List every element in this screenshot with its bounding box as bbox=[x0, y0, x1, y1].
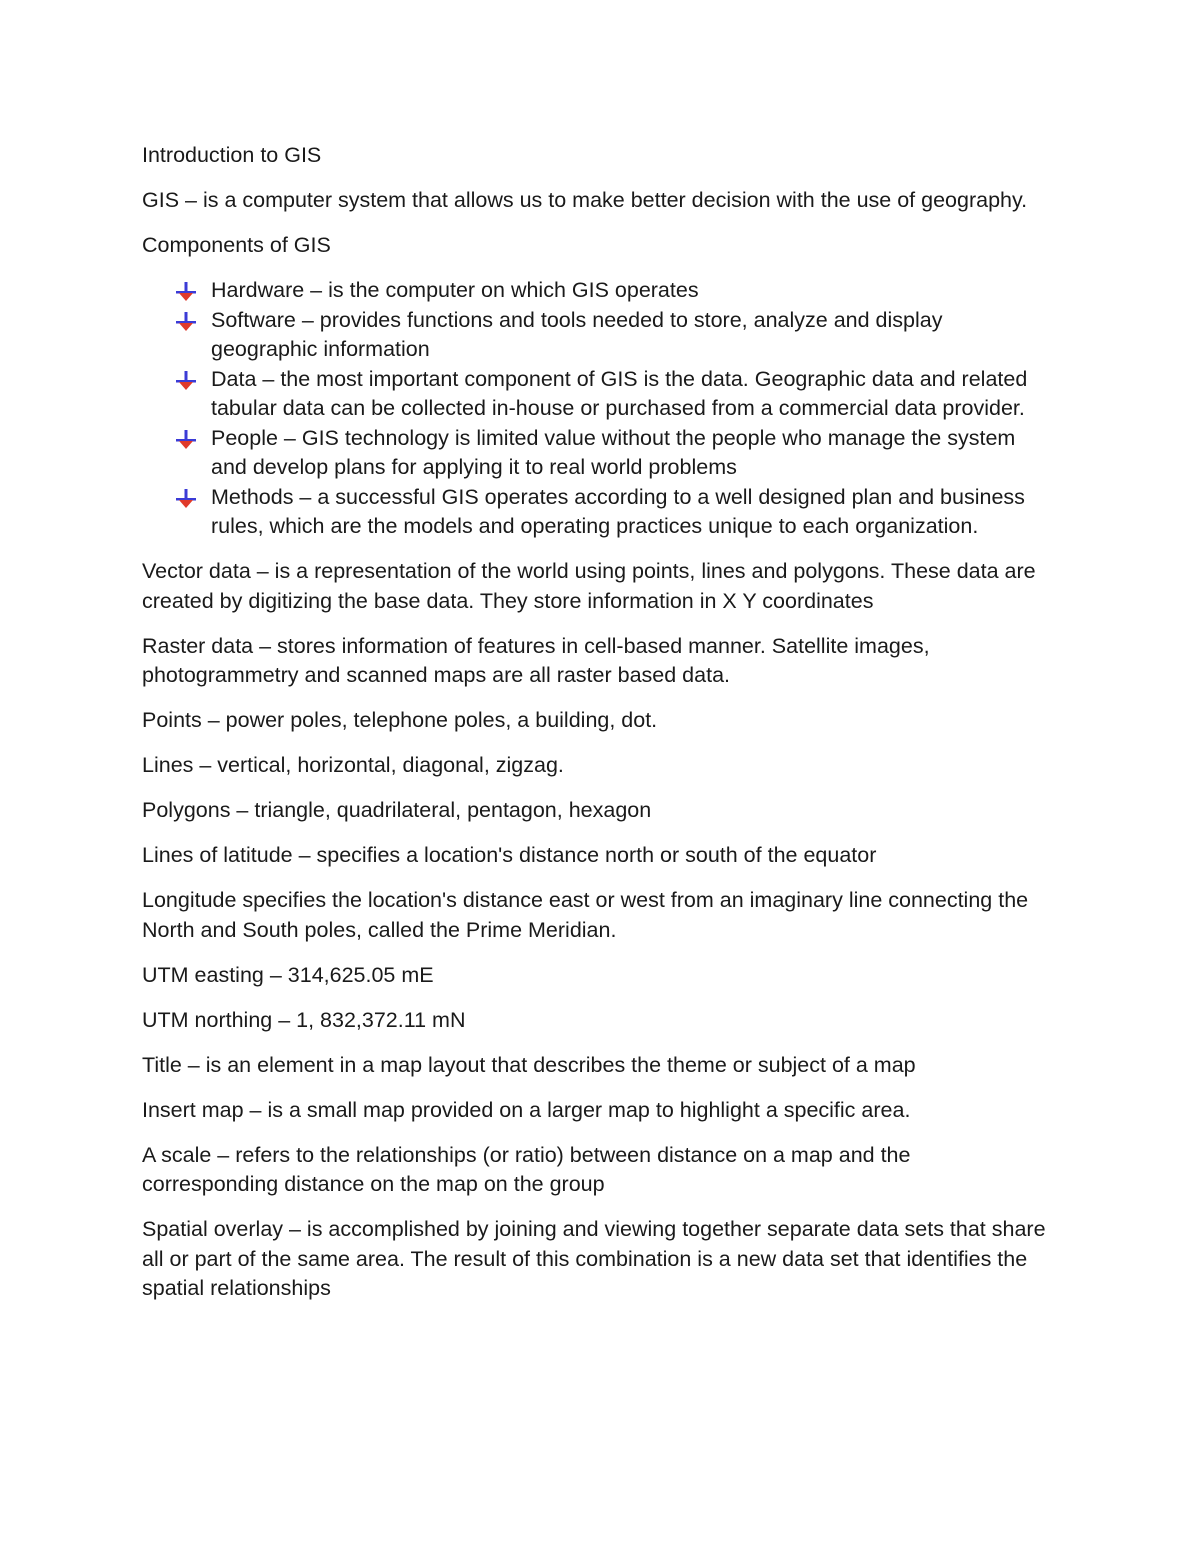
arrow-down-bullet-icon bbox=[175, 311, 197, 331]
points-paragraph: Points – power poles, telephone poles, a building, dot. bbox=[142, 708, 658, 732]
document-page bbox=[142, 141, 1047, 1319]
list-item-text: Methods – a successful GIS operates according to a well designed plan and business rules, which are the models and operating practices unique to each organization. bbox=[211, 484, 1025, 538]
arrow-down-bullet-icon bbox=[175, 488, 197, 508]
list-item bbox=[142, 276, 1047, 306]
title-paragraph: Title – is an element in a map layout that describes the theme or subject of a map bbox=[142, 1052, 916, 1077]
latitude-paragraph: Lines of latitude – specifies a location's distance north or south of the equator bbox=[142, 843, 877, 867]
arrow-down-bullet-icon bbox=[175, 370, 197, 390]
list-item-text: People – GIS technology is limited value without the people who manage the system and develop plans for applying it to real world problems bbox=[211, 425, 1016, 479]
components-list bbox=[142, 276, 1047, 542]
scale-paragraph: A scale – refers to the relationships (or ratio) between distance on a map and the corresponding distance on the map on the group bbox=[142, 1142, 911, 1196]
components-heading: Components of GIS bbox=[142, 233, 331, 257]
list-item-text: Hardware – is the computer on which GIS operates bbox=[211, 278, 699, 302]
longitude-paragraph: Longitude specifies the location's distance east or west from an imaginary line connecting the North and South poles, called the Prime Meridian. bbox=[142, 888, 1029, 942]
raster-data-paragraph: Raster data – stores information of features in cell-based manner. Satellite images, photogrammetry and scanned maps are all raster based data. bbox=[142, 633, 930, 687]
arrow-down-bullet-icon bbox=[175, 281, 197, 301]
list-item bbox=[142, 365, 1047, 424]
document-title: Introduction to GIS bbox=[142, 143, 322, 167]
utm-easting-paragraph: UTM easting – 314,625.05 mE bbox=[142, 962, 434, 987]
list-item-text: Data – the most important component of GIS is the data. Geographic data and related tabular data can be collected in-house or purchased from a commercial data provider. bbox=[211, 366, 1028, 420]
vector-data-paragraph: Vector data – is a representation of the world using points, lines and polygons. These data are created by digitizing the base data. They store information in X Y coordinates bbox=[142, 559, 1036, 613]
list-item-text: Software – provides functions and tools needed to store, analyze and display geographic information bbox=[211, 307, 943, 361]
list-item bbox=[142, 424, 1047, 483]
insert-map-paragraph: Insert map – is a small map provided on a larger map to highlight a specific area. bbox=[142, 1097, 911, 1122]
lines-paragraph: Lines – vertical, horizontal, diagonal, zigzag. bbox=[142, 753, 564, 777]
arrow-down-bullet-icon bbox=[175, 429, 197, 449]
gis-definition: GIS – is a computer system that allows us to make better decision with the use of geography. bbox=[142, 188, 1028, 212]
list-item bbox=[142, 483, 1047, 542]
list-item bbox=[142, 306, 1047, 365]
polygons-paragraph: Polygons – triangle, quadrilateral, pentagon, hexagon bbox=[142, 798, 652, 822]
spatial-overlay-paragraph: Spatial overlay – is accomplished by joining and viewing together separate data sets that share all or part of the same area. The result of this combination is a new data set that identifies the spatial relationships bbox=[142, 1217, 1046, 1300]
utm-northing-paragraph: UTM northing – 1, 832,372.11 mN bbox=[142, 1007, 466, 1032]
